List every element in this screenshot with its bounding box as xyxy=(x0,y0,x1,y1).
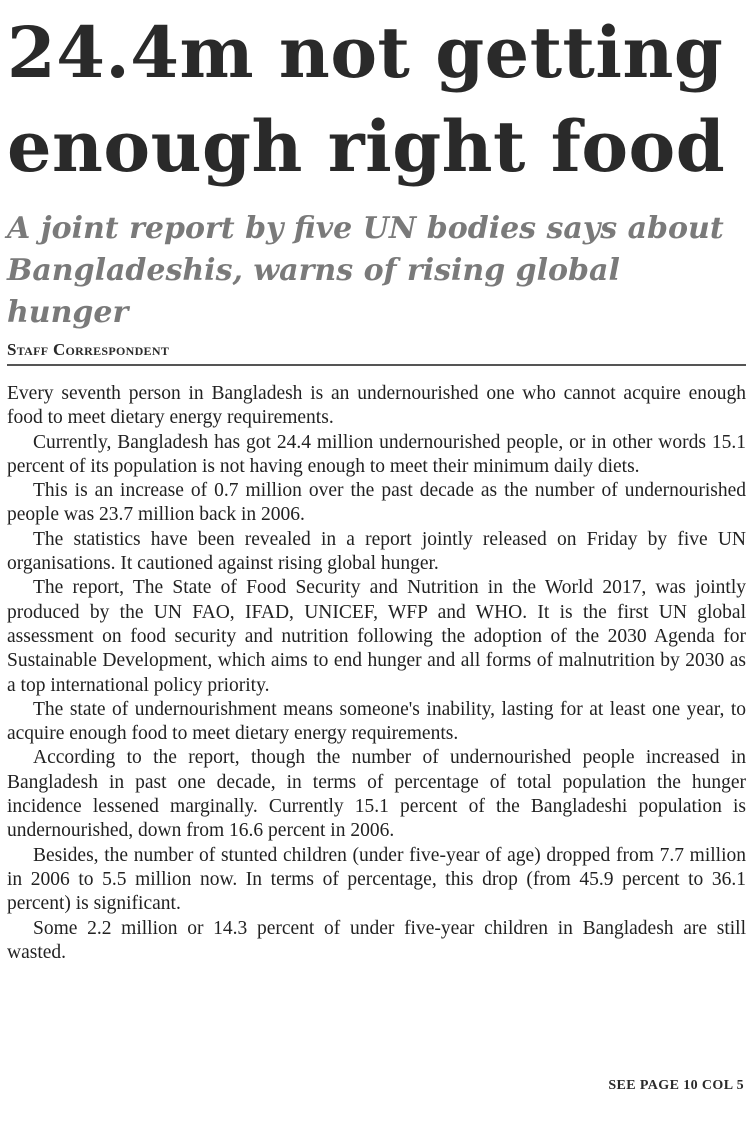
paragraph: The state of undernourishment means someone's inability, lasting for at least one year, to acquire enough food to meet dietary energy requirements. xyxy=(7,698,746,745)
paragraph: The report, The State of Food Security and Nutrition in the World 2017, was jointly produced by the UN FAO, IFAD, UNICEF, WFP and WHO. It is the first UN global assessment on food security and nutrition following the adoption of the 2030 Agenda for Sustainable Development, which aims to end hunger and all forms of malnutrition by 2030 as a top international policy priority. xyxy=(7,577,746,696)
headline-line-2: enough right food xyxy=(7,105,726,188)
subheadline-line-1: A joint report by five UN bodies says about xyxy=(7,211,724,246)
article-body xyxy=(7,382,746,965)
paragraph: Currently, Bangladesh has got 24.4 million undernourished people, or in other words 15.1 percent of its population is not having enough to meet their minimum daily diets. xyxy=(7,431,746,477)
paragraph: The statistics have been revealed in a report jointly released on Friday by five UN organisations. It cautioned against rising global hunger. xyxy=(7,528,746,575)
subheadline xyxy=(7,208,746,334)
byline: Staff Correspondent xyxy=(7,340,746,366)
paragraph: This is an increase of 0.7 million over the past decade as the number of undernourished people was 23.7 million back in 2006. xyxy=(7,480,746,526)
continued-on-page-note: SEE PAGE 10 COL 5 xyxy=(608,1078,744,1093)
subheadline-line-2: Bangladeshis, warns of rising global hunger xyxy=(7,253,620,330)
paragraph: According to the report, though the number of undernourished people increased in Bangladesh in past one decade, in terms of percentage of total population the hunger incidence lessened marginally. Currently 15.1 percent of the Bangladeshi population is undernourished, down from 16.6 percent in 2006. xyxy=(7,747,746,842)
paragraph: Besides, the number of stunted children (under five-year of age) dropped from 7.7 million in 2006 to 5.5 million now. In terms of percentage, this drop (from 45.9 percent to 36.1 percent) is significant. xyxy=(7,844,746,915)
paragraph: Some 2.2 million or 14.3 percent of under five-year children in Bangladesh are still wasted. xyxy=(7,917,746,963)
paragraph: Every seventh person in Bangladesh is an undernourished one who cannot acquire enough food to meet dietary energy requirements. xyxy=(7,383,746,429)
headline xyxy=(7,6,746,194)
headline-line-1: 24.4m not getting xyxy=(7,11,724,94)
